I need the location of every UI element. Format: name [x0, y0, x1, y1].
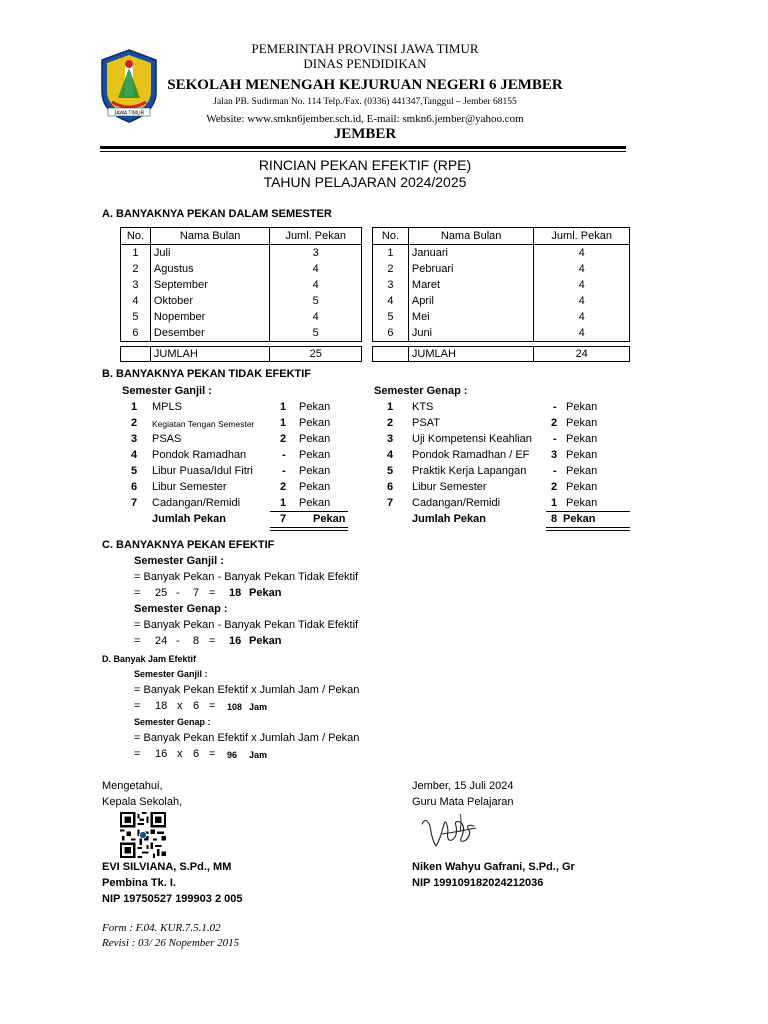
- d-genap-heading: Semester Genap :: [134, 717, 211, 727]
- doc-subtitle: TAHUN PELAJARAN 2024/2025: [263, 174, 467, 190]
- total-row: JUMLAH 24: [373, 347, 630, 362]
- section-b-heading: B. BANYAKNYA PEKAN TIDAK EFEKTIF: [102, 368, 312, 380]
- east-java-logo: [98, 48, 160, 124]
- header-city: JEMBER: [333, 126, 397, 142]
- doc-title: RINCIAN PEKAN EFEKTIF (RPE): [258, 157, 472, 173]
- double-rule-bottom: [270, 530, 348, 531]
- table-row: 4 April 4: [373, 293, 630, 309]
- sign-left-line2: Kepala Sekolah,: [102, 796, 183, 808]
- double-rule-top: [270, 527, 348, 528]
- table-row: 2 Pebruari 4: [373, 261, 630, 277]
- section-a-heading: A. BANYAKNYA PEKAN DALAM SEMESTER: [102, 208, 332, 220]
- header-rule-thick: [100, 146, 626, 149]
- c-genap-heading: Semester Genap :: [134, 603, 228, 615]
- c-ganjil-formula: = Banyak Pekan - Banyak Pekan Tidak Efektif: [134, 571, 359, 583]
- d-ganjil-formula: = Banyak Pekan Efektif x Jumlah Jam / Pekan: [134, 684, 360, 696]
- table-row: 5 Mei 4: [373, 309, 630, 325]
- sign-left-name: EVI SILVIANA, S.Pd., MM: [102, 861, 232, 873]
- table-row: 1 Juli 3: [121, 245, 362, 262]
- table-row: 6 Juni 4: [373, 325, 630, 342]
- header-address: Jalan PB. Sudirman No. 114 Telp./Fax. (0336) 441347,Tanggul – Jember 68155: [213, 97, 517, 107]
- table-row: 3 September 4: [121, 277, 362, 293]
- sum-rule: [546, 511, 630, 512]
- table-genap-weeks: [372, 227, 630, 362]
- sign-right-nip: NIP 199109182024212036: [412, 877, 544, 889]
- col-no: No.: [373, 228, 409, 245]
- d-ganjil-heading: Semester Ganjil :: [134, 669, 208, 679]
- table-row: 1 Januari 4: [373, 245, 630, 262]
- handwritten-signature: [416, 810, 484, 854]
- sign-left-nip: NIP 19750527 199903 2 005: [102, 893, 243, 905]
- revision-code: Revisi : 03/ 26 Nopember 2015: [102, 937, 240, 949]
- header-province: PEMERINTAH PROVINSI JAWA TIMUR: [251, 41, 479, 56]
- total-row: JUMLAH 25: [121, 347, 362, 362]
- header-department: DINAS PENDIDIKAN: [303, 56, 427, 71]
- b-genap-heading: Semester Genap :: [374, 385, 468, 397]
- section-d-heading: D. Banyak Jam Efektif: [102, 654, 197, 664]
- sign-right-line2: Guru Mata Pelajaran: [412, 796, 514, 808]
- col-weeks: Juml. Pekan: [534, 228, 630, 245]
- header-rule-thin: [100, 151, 626, 152]
- qr-code-icon: [120, 812, 166, 858]
- sign-left-line1: Mengetahui,: [102, 780, 163, 792]
- header-contact: Website: www.smkn6jember.sch.id, E-mail: smkn6.jember@yahoo.com: [206, 113, 524, 125]
- table-row: 5 Nopember 4: [121, 309, 362, 325]
- section-c-heading: C. BANYAKNYA PEKAN EFEKTIF: [102, 539, 275, 551]
- c-ganjil-heading: Semester Ganjil :: [134, 555, 224, 567]
- sum-rule: [270, 511, 348, 512]
- table-row: 6 Desember 5: [121, 325, 362, 342]
- col-month: Nama Bulan: [408, 228, 533, 245]
- d-genap-formula: = Banyak Pekan Efektif x Jumlah Jam / Pekan: [134, 732, 360, 744]
- col-month: Nama Bulan: [150, 228, 270, 245]
- sign-left-rank: Pembina Tk. I.: [102, 877, 176, 889]
- double-rule-bottom: [546, 530, 630, 531]
- table-row: 3 Maret 4: [373, 277, 630, 293]
- sign-right-line1: Jember, 15 Juli 2024: [412, 780, 514, 792]
- header-school-name: SEKOLAH MENENGAH KEJURUAN NEGERI 6 JEMBER: [167, 77, 563, 93]
- c-genap-formula: = Banyak Pekan - Banyak Pekan Tidak Efektif: [134, 619, 359, 631]
- form-code: Form : F.04. KUR.7.5.1.02: [102, 922, 221, 934]
- col-weeks: Juml. Pekan: [270, 228, 362, 245]
- table-row: 2 Agustus 4: [121, 261, 362, 277]
- table-ganjil-weeks: [120, 227, 362, 362]
- sign-right-name: Niken Wahyu Gafrani, S.Pd., Gr: [412, 861, 575, 873]
- b-ganjil-heading: Semester Ganjil :: [122, 385, 212, 397]
- logo-text: JAWA TIMUR: [113, 110, 145, 117]
- table-row: 4 Oktober 5: [121, 293, 362, 309]
- col-no: No.: [121, 228, 151, 245]
- double-rule-top: [546, 527, 630, 528]
